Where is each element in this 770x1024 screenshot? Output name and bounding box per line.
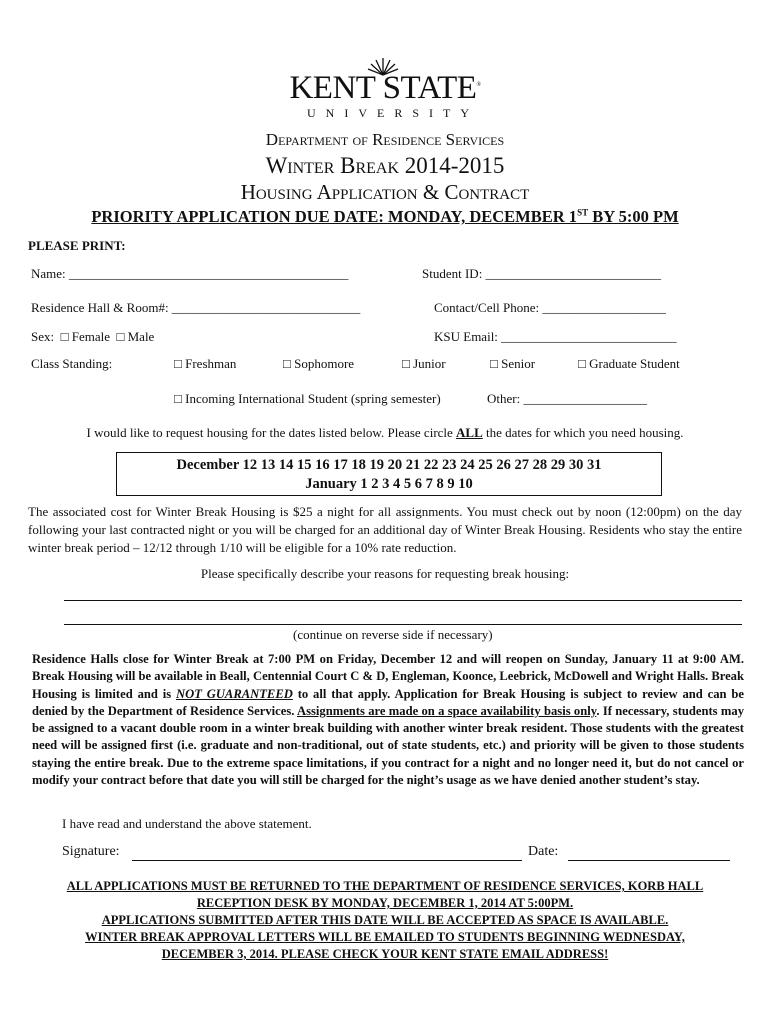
dates-box[interactable] — [116, 452, 662, 496]
logo-subtitle: UNIVERSITY — [307, 106, 479, 120]
policy-paragraph: Residence Halls close for Winter Break at 7:00 PM on Friday, December 12 and will reopen on Sunday, January 11 at 9:00 AM. Break Housing will be available in Beall, Centennial Court C & D, Engleman, Koonce, Leebrick, McDowell and Wright Halls. Break Housing is limited and is NOT GUARANTEED to all that apply. Application for Break Housing is subject to review and can be denied by the Department of Residence Services. Assignments are made on a space availability basis only. If necessary, students may be assigned to a vacant double room in a winter break building with another winter break resident. Those students with the greatest need will be assigned first (i.e. graduate and non-traditional, out of state students, etc.) and priority will be given to those students staying the entire break. Due to the extreme space limitations, if you contract for a night and no longer need it, but do not cancel or modify your contract before that date you will still be charged for the night’s usage as we have denied another student’s stay. — [32, 652, 744, 788]
footer-line-4: WINTER BREAK APPROVAL LETTERS WILL BE EMAILED TO STUDENTS BEGINNING WEDNESDAY, — [85, 930, 685, 944]
reason-line-2[interactable] — [64, 624, 742, 625]
footer-line-3: APPLICATIONS SUBMITTED AFTER THIS DATE WILL BE ACCEPTED AS SPACE IS AVAILABLE. — [101, 913, 669, 927]
international-checkbox[interactable]: □ Incoming International Student (spring semester) — [174, 391, 441, 406]
freshman-checkbox[interactable]: □ Freshman — [174, 356, 237, 371]
date-label: Date: — [528, 844, 559, 859]
junior-checkbox[interactable]: □ Junior — [402, 356, 446, 371]
footer-line-5: DECEMBER 3, 2014. PLEASE CHECK YOUR KENT STATE EMAIL ADDRESS! — [161, 947, 609, 961]
continue-note: (continue on reverse side if necessary) — [293, 627, 493, 642]
cost-paragraph: The associated cost for Winter Break Housing is $25 a night for all assignments. You must check out by noon (12:00pm) on the day following your last contracted night or you will be charged for an additional day of Winter Break Housing. Residents who stay the entire winter break period – 12/12 through 1/10 will be eligible for a 10% rate reduction. — [28, 504, 742, 555]
other-field[interactable]: Other: ___________________ — [487, 391, 647, 406]
ksu-email-field[interactable]: KSU Email: ___________________________ — [434, 329, 677, 344]
page-title: Winter Break 2014-2015 — [265, 153, 505, 178]
signature-label: Signature: — [62, 844, 120, 859]
name-field[interactable]: Name: ___________________________________________ — [31, 266, 349, 281]
graduate-checkbox[interactable]: □ Graduate Student — [578, 356, 680, 371]
due-date: PRIORITY APPLICATION DUE DATE: MONDAY, DECEMBER 1ST BY 5:00 PM — [91, 207, 679, 226]
december-dates[interactable]: December 12 13 14 15 16 17 18 19 20 21 22 23 24 25 26 27 28 29 30 31 — [176, 457, 602, 473]
footer-line-2: RECEPTION DESK BY MONDAY, DECEMBER 1, 2014 AT 5:00PM. — [196, 896, 574, 910]
female-checkbox[interactable]: □ Female — [60, 329, 110, 344]
acknowledge-statement: I have read and understand the above statement. — [62, 816, 312, 831]
department-name: Department of Residence Services — [265, 130, 505, 149]
sex-row: Sex: □ Female □ Male — [31, 329, 155, 344]
signature-line[interactable] — [132, 860, 522, 861]
january-dates[interactable]: January 1 2 3 4 5 6 7 8 9 10 — [305, 476, 473, 492]
date-line[interactable] — [568, 860, 730, 861]
dates-instruction: I would like to request housing for the dates listed below. Please circle ALL the dates for which you need housing. — [86, 425, 684, 440]
contact-phone-field[interactable]: Contact/Cell Phone: ___________________ — [434, 300, 666, 315]
student-id-field[interactable]: Student ID: ___________________________ — [422, 266, 662, 281]
class-standing-label: Class Standing: — [31, 356, 113, 371]
logo-wordmark: KENT STATE® — [289, 70, 481, 106]
footer-line-1: ALL APPLICATIONS MUST BE RETURNED TO THE DEPARTMENT OF RESIDENCE SERVICES, KORB HALL — [66, 879, 704, 893]
senior-checkbox[interactable]: □ Senior — [490, 356, 536, 371]
sophomore-checkbox[interactable]: □ Sophomore — [283, 356, 355, 371]
page-subtitle: Housing Application & Contract — [240, 180, 530, 204]
reason-line-1[interactable] — [64, 600, 742, 601]
please-print-label: PLEASE PRINT: — [28, 238, 126, 253]
reasons-prompt: Please specifically describe your reasons for requesting break housing: — [200, 566, 570, 581]
residence-hall-field[interactable]: Residence Hall & Room#: _____________________________ — [31, 300, 361, 315]
male-checkbox[interactable]: □ Male — [116, 329, 155, 344]
